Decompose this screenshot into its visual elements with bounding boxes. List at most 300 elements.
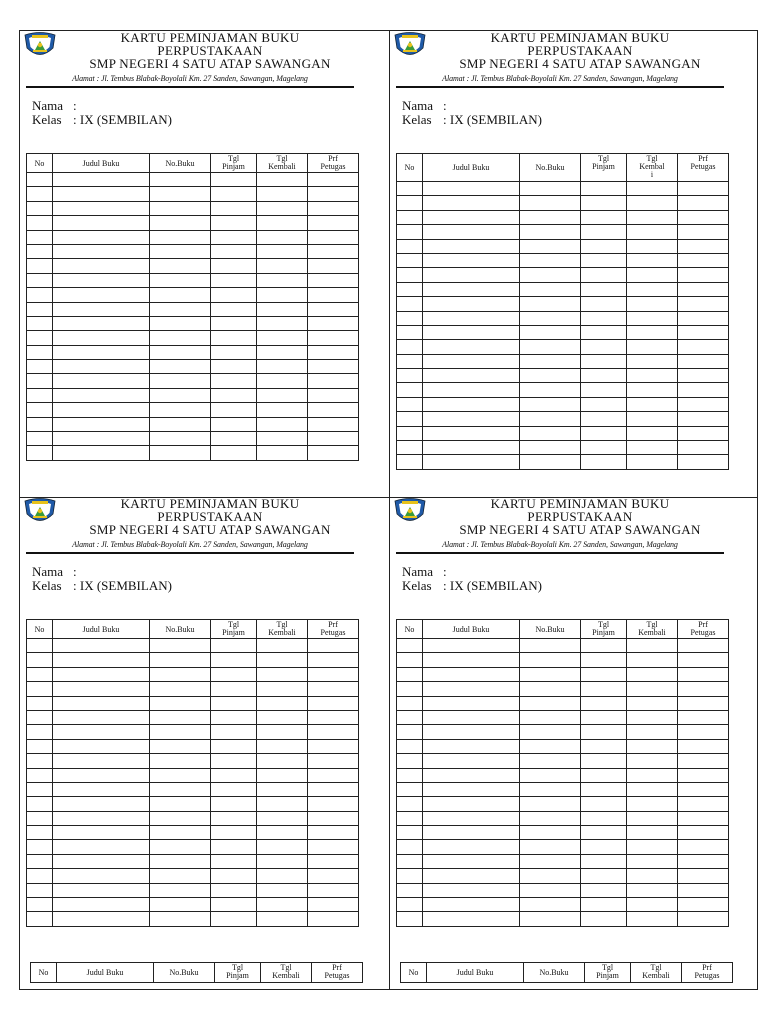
table-cell[interactable]	[581, 653, 627, 667]
table-cell[interactable]	[581, 412, 627, 426]
table-cell[interactable]	[397, 297, 423, 311]
table-cell[interactable]	[27, 230, 53, 244]
table-cell[interactable]	[53, 725, 150, 739]
table-cell[interactable]	[308, 302, 359, 316]
table-cell[interactable]	[678, 826, 729, 840]
table-cell[interactable]	[581, 426, 627, 440]
table-cell[interactable]	[397, 682, 423, 696]
table-cell[interactable]	[520, 426, 581, 440]
table-cell[interactable]	[150, 653, 211, 667]
table-cell[interactable]	[678, 840, 729, 854]
table-cell[interactable]	[423, 639, 520, 653]
table-cell[interactable]	[581, 196, 627, 210]
table-cell[interactable]	[678, 754, 729, 768]
table-cell[interactable]	[150, 811, 211, 825]
table-cell[interactable]	[678, 311, 729, 325]
table-cell[interactable]	[627, 369, 678, 383]
table-cell[interactable]	[627, 196, 678, 210]
table-cell[interactable]	[308, 782, 359, 796]
table-cell[interactable]	[53, 259, 150, 273]
table-cell[interactable]	[423, 311, 520, 325]
table-cell[interactable]	[397, 182, 423, 196]
table-cell[interactable]	[27, 854, 53, 868]
table-cell[interactable]	[257, 883, 308, 897]
table-cell[interactable]	[397, 782, 423, 796]
table-cell[interactable]	[397, 426, 423, 440]
table-cell[interactable]	[423, 397, 520, 411]
table-cell[interactable]	[627, 782, 678, 796]
table-cell[interactable]	[423, 196, 520, 210]
table-cell[interactable]	[520, 225, 581, 239]
table-cell[interactable]	[150, 230, 211, 244]
table-cell[interactable]	[423, 354, 520, 368]
table-cell[interactable]	[627, 397, 678, 411]
table-cell[interactable]	[150, 273, 211, 287]
table-cell[interactable]	[150, 739, 211, 753]
table-cell[interactable]	[581, 441, 627, 455]
table-cell[interactable]	[581, 869, 627, 883]
table-cell[interactable]	[308, 854, 359, 868]
table-cell[interactable]	[53, 316, 150, 330]
table-cell[interactable]	[308, 345, 359, 359]
table-cell[interactable]	[211, 639, 257, 653]
table-cell[interactable]	[397, 239, 423, 253]
table-cell[interactable]	[150, 639, 211, 653]
table-cell[interactable]	[53, 417, 150, 431]
table-cell[interactable]	[150, 345, 211, 359]
table-cell[interactable]	[27, 826, 53, 840]
table-cell[interactable]	[627, 455, 678, 469]
table-cell[interactable]	[27, 446, 53, 460]
table-cell[interactable]	[423, 725, 520, 739]
table-cell[interactable]	[423, 869, 520, 883]
table-cell[interactable]	[27, 782, 53, 796]
table-cell[interactable]	[150, 432, 211, 446]
table-cell[interactable]	[423, 340, 520, 354]
table-cell[interactable]	[27, 710, 53, 724]
table-cell[interactable]	[520, 667, 581, 681]
table-cell[interactable]	[27, 216, 53, 230]
table-cell[interactable]	[257, 811, 308, 825]
table-cell[interactable]	[308, 696, 359, 710]
table-cell[interactable]	[397, 412, 423, 426]
table-cell[interactable]	[581, 182, 627, 196]
table-cell[interactable]	[520, 854, 581, 868]
table-cell[interactable]	[150, 667, 211, 681]
table-cell[interactable]	[627, 268, 678, 282]
table-cell[interactable]	[27, 417, 53, 431]
table-cell[interactable]	[423, 441, 520, 455]
table-cell[interactable]	[397, 225, 423, 239]
table-cell[interactable]	[520, 639, 581, 653]
table-cell[interactable]	[397, 210, 423, 224]
table-cell[interactable]	[150, 201, 211, 215]
table-cell[interactable]	[678, 268, 729, 282]
table-cell[interactable]	[678, 682, 729, 696]
table-cell[interactable]	[678, 225, 729, 239]
table-cell[interactable]	[627, 797, 678, 811]
table-cell[interactable]	[257, 710, 308, 724]
table-cell[interactable]	[581, 325, 627, 339]
table-cell[interactable]	[308, 725, 359, 739]
table-cell[interactable]	[53, 739, 150, 753]
table-cell[interactable]	[211, 854, 257, 868]
table-cell[interactable]	[397, 898, 423, 912]
table-cell[interactable]	[397, 840, 423, 854]
table-cell[interactable]	[27, 754, 53, 768]
table-cell[interactable]	[150, 883, 211, 897]
table-cell[interactable]	[423, 383, 520, 397]
table-cell[interactable]	[581, 383, 627, 397]
table-cell[interactable]	[423, 182, 520, 196]
table-cell[interactable]	[211, 883, 257, 897]
table-cell[interactable]	[211, 754, 257, 768]
table-cell[interactable]	[678, 297, 729, 311]
table-cell[interactable]	[678, 441, 729, 455]
table-cell[interactable]	[627, 311, 678, 325]
table-cell[interactable]	[27, 898, 53, 912]
table-cell[interactable]	[53, 187, 150, 201]
table-cell[interactable]	[53, 826, 150, 840]
table-cell[interactable]	[308, 826, 359, 840]
table-cell[interactable]	[150, 782, 211, 796]
table-cell[interactable]	[150, 316, 211, 330]
table-cell[interactable]	[627, 282, 678, 296]
table-cell[interactable]	[581, 340, 627, 354]
table-cell[interactable]	[520, 196, 581, 210]
table-cell[interactable]	[581, 840, 627, 854]
table-cell[interactable]	[27, 259, 53, 273]
table-cell[interactable]	[627, 754, 678, 768]
table-cell[interactable]	[520, 840, 581, 854]
table-cell[interactable]	[27, 201, 53, 215]
table-cell[interactable]	[53, 883, 150, 897]
table-cell[interactable]	[53, 782, 150, 796]
table-cell[interactable]	[423, 268, 520, 282]
table-cell[interactable]	[257, 345, 308, 359]
table-cell[interactable]	[627, 883, 678, 897]
table-cell[interactable]	[627, 325, 678, 339]
table-cell[interactable]	[308, 710, 359, 724]
table-cell[interactable]	[150, 797, 211, 811]
table-cell[interactable]	[520, 653, 581, 667]
table-cell[interactable]	[423, 682, 520, 696]
table-cell[interactable]	[627, 826, 678, 840]
table-cell[interactable]	[423, 811, 520, 825]
table-cell[interactable]	[678, 883, 729, 897]
table-cell[interactable]	[581, 268, 627, 282]
table-cell[interactable]	[211, 682, 257, 696]
table-cell[interactable]	[53, 854, 150, 868]
table-cell[interactable]	[397, 739, 423, 753]
table-cell[interactable]	[581, 455, 627, 469]
table-cell[interactable]	[211, 417, 257, 431]
table-cell[interactable]	[308, 360, 359, 374]
table-cell[interactable]	[53, 230, 150, 244]
table-cell[interactable]	[53, 869, 150, 883]
table-cell[interactable]	[627, 710, 678, 724]
table-cell[interactable]	[397, 325, 423, 339]
table-cell[interactable]	[257, 768, 308, 782]
table-cell[interactable]	[211, 331, 257, 345]
table-cell[interactable]	[27, 797, 53, 811]
table-cell[interactable]	[397, 768, 423, 782]
table-cell[interactable]	[211, 403, 257, 417]
table-cell[interactable]	[627, 653, 678, 667]
table-cell[interactable]	[397, 268, 423, 282]
table-cell[interactable]	[53, 754, 150, 768]
table-cell[interactable]	[423, 282, 520, 296]
table-cell[interactable]	[520, 883, 581, 897]
table-cell[interactable]	[308, 797, 359, 811]
table-cell[interactable]	[627, 441, 678, 455]
table-cell[interactable]	[581, 397, 627, 411]
table-cell[interactable]	[423, 239, 520, 253]
table-cell[interactable]	[308, 446, 359, 460]
table-cell[interactable]	[678, 768, 729, 782]
table-cell[interactable]	[150, 288, 211, 302]
table-cell[interactable]	[308, 898, 359, 912]
table-cell[interactable]	[257, 446, 308, 460]
table-cell[interactable]	[53, 797, 150, 811]
table-cell[interactable]	[53, 331, 150, 345]
table-cell[interactable]	[150, 840, 211, 854]
table-cell[interactable]	[211, 710, 257, 724]
table-cell[interactable]	[423, 797, 520, 811]
table-cell[interactable]	[308, 187, 359, 201]
table-cell[interactable]	[257, 696, 308, 710]
table-cell[interactable]	[27, 811, 53, 825]
table-cell[interactable]	[257, 797, 308, 811]
table-cell[interactable]	[257, 667, 308, 681]
table-cell[interactable]	[397, 253, 423, 267]
table-cell[interactable]	[257, 316, 308, 330]
table-cell[interactable]	[308, 432, 359, 446]
table-cell[interactable]	[308, 768, 359, 782]
table-cell[interactable]	[627, 354, 678, 368]
table-cell[interactable]	[53, 768, 150, 782]
table-cell[interactable]	[150, 869, 211, 883]
table-cell[interactable]	[257, 388, 308, 402]
table-cell[interactable]	[257, 259, 308, 273]
table-cell[interactable]	[397, 754, 423, 768]
table-cell[interactable]	[257, 653, 308, 667]
table-cell[interactable]	[423, 455, 520, 469]
table-cell[interactable]	[520, 455, 581, 469]
table-cell[interactable]	[308, 403, 359, 417]
table-cell[interactable]	[581, 239, 627, 253]
table-cell[interactable]	[27, 840, 53, 854]
table-cell[interactable]	[211, 374, 257, 388]
table-cell[interactable]	[150, 403, 211, 417]
table-cell[interactable]	[627, 696, 678, 710]
table-cell[interactable]	[520, 782, 581, 796]
table-cell[interactable]	[211, 797, 257, 811]
table-cell[interactable]	[27, 768, 53, 782]
table-cell[interactable]	[211, 912, 257, 926]
table-cell[interactable]	[581, 282, 627, 296]
table-cell[interactable]	[211, 360, 257, 374]
table-cell[interactable]	[678, 725, 729, 739]
table-cell[interactable]	[397, 710, 423, 724]
table-cell[interactable]	[678, 667, 729, 681]
table-cell[interactable]	[678, 854, 729, 868]
table-cell[interactable]	[308, 173, 359, 187]
table-cell[interactable]	[397, 854, 423, 868]
table-cell[interactable]	[520, 725, 581, 739]
table-cell[interactable]	[520, 253, 581, 267]
table-cell[interactable]	[520, 354, 581, 368]
table-cell[interactable]	[27, 883, 53, 897]
table-cell[interactable]	[53, 345, 150, 359]
table-cell[interactable]	[53, 216, 150, 230]
table-cell[interactable]	[678, 696, 729, 710]
table-cell[interactable]	[678, 397, 729, 411]
table-cell[interactable]	[397, 826, 423, 840]
table-cell[interactable]	[581, 912, 627, 926]
table-cell[interactable]	[27, 682, 53, 696]
table-cell[interactable]	[53, 639, 150, 653]
table-cell[interactable]	[257, 360, 308, 374]
table-cell[interactable]	[581, 639, 627, 653]
table-cell[interactable]	[27, 869, 53, 883]
table-cell[interactable]	[520, 898, 581, 912]
table-cell[interactable]	[211, 869, 257, 883]
table-cell[interactable]	[397, 639, 423, 653]
table-cell[interactable]	[27, 244, 53, 258]
table-cell[interactable]	[150, 854, 211, 868]
table-cell[interactable]	[211, 187, 257, 201]
table-cell[interactable]	[423, 210, 520, 224]
table-cell[interactable]	[581, 710, 627, 724]
table-cell[interactable]	[423, 826, 520, 840]
table-cell[interactable]	[627, 210, 678, 224]
table-cell[interactable]	[678, 340, 729, 354]
table-cell[interactable]	[423, 854, 520, 868]
table-cell[interactable]	[520, 239, 581, 253]
table-cell[interactable]	[27, 912, 53, 926]
table-cell[interactable]	[308, 216, 359, 230]
table-cell[interactable]	[520, 696, 581, 710]
table-cell[interactable]	[397, 797, 423, 811]
table-cell[interactable]	[678, 210, 729, 224]
table-cell[interactable]	[53, 653, 150, 667]
table-cell[interactable]	[581, 898, 627, 912]
table-cell[interactable]	[308, 230, 359, 244]
table-cell[interactable]	[678, 455, 729, 469]
table-cell[interactable]	[257, 230, 308, 244]
table-cell[interactable]	[211, 446, 257, 460]
table-cell[interactable]	[423, 754, 520, 768]
table-cell[interactable]	[397, 354, 423, 368]
table-cell[interactable]	[150, 826, 211, 840]
table-cell[interactable]	[423, 710, 520, 724]
table-cell[interactable]	[211, 345, 257, 359]
table-cell[interactable]	[150, 331, 211, 345]
table-cell[interactable]	[53, 201, 150, 215]
table-cell[interactable]	[27, 739, 53, 753]
table-cell[interactable]	[678, 412, 729, 426]
table-cell[interactable]	[627, 383, 678, 397]
table-cell[interactable]	[423, 782, 520, 796]
table-cell[interactable]	[520, 311, 581, 325]
table-cell[interactable]	[678, 354, 729, 368]
table-cell[interactable]	[520, 768, 581, 782]
table-cell[interactable]	[257, 216, 308, 230]
table-cell[interactable]	[627, 182, 678, 196]
table-cell[interactable]	[627, 811, 678, 825]
table-cell[interactable]	[627, 840, 678, 854]
table-cell[interactable]	[581, 725, 627, 739]
table-cell[interactable]	[678, 182, 729, 196]
table-cell[interactable]	[581, 225, 627, 239]
table-cell[interactable]	[397, 397, 423, 411]
table-cell[interactable]	[27, 667, 53, 681]
table-cell[interactable]	[211, 288, 257, 302]
table-cell[interactable]	[150, 173, 211, 187]
table-cell[interactable]	[397, 441, 423, 455]
table-cell[interactable]	[257, 898, 308, 912]
table-cell[interactable]	[627, 639, 678, 653]
table-cell[interactable]	[627, 667, 678, 681]
table-cell[interactable]	[627, 682, 678, 696]
table-cell[interactable]	[211, 811, 257, 825]
table-cell[interactable]	[627, 253, 678, 267]
table-cell[interactable]	[27, 403, 53, 417]
table-cell[interactable]	[423, 225, 520, 239]
table-cell[interactable]	[257, 331, 308, 345]
table-cell[interactable]	[150, 417, 211, 431]
table-cell[interactable]	[53, 360, 150, 374]
table-cell[interactable]	[53, 288, 150, 302]
table-cell[interactable]	[150, 259, 211, 273]
table-cell[interactable]	[257, 754, 308, 768]
table-cell[interactable]	[581, 883, 627, 897]
table-cell[interactable]	[211, 432, 257, 446]
table-cell[interactable]	[678, 383, 729, 397]
table-cell[interactable]	[308, 754, 359, 768]
table-cell[interactable]	[397, 667, 423, 681]
table-cell[interactable]	[27, 331, 53, 345]
table-cell[interactable]	[423, 297, 520, 311]
table-cell[interactable]	[678, 869, 729, 883]
table-cell[interactable]	[423, 898, 520, 912]
table-cell[interactable]	[678, 369, 729, 383]
table-cell[interactable]	[581, 826, 627, 840]
table-cell[interactable]	[211, 725, 257, 739]
table-cell[interactable]	[581, 811, 627, 825]
table-cell[interactable]	[520, 397, 581, 411]
table-cell[interactable]	[308, 388, 359, 402]
table-cell[interactable]	[257, 725, 308, 739]
table-cell[interactable]	[211, 173, 257, 187]
table-cell[interactable]	[27, 360, 53, 374]
table-cell[interactable]	[520, 412, 581, 426]
table-cell[interactable]	[53, 273, 150, 287]
table-cell[interactable]	[53, 374, 150, 388]
table-cell[interactable]	[423, 739, 520, 753]
table-cell[interactable]	[520, 441, 581, 455]
table-cell[interactable]	[627, 239, 678, 253]
table-cell[interactable]	[520, 682, 581, 696]
table-cell[interactable]	[257, 854, 308, 868]
table-cell[interactable]	[27, 273, 53, 287]
table-cell[interactable]	[678, 325, 729, 339]
table-cell[interactable]	[627, 426, 678, 440]
table-cell[interactable]	[53, 682, 150, 696]
table-cell[interactable]	[581, 754, 627, 768]
table-cell[interactable]	[53, 173, 150, 187]
